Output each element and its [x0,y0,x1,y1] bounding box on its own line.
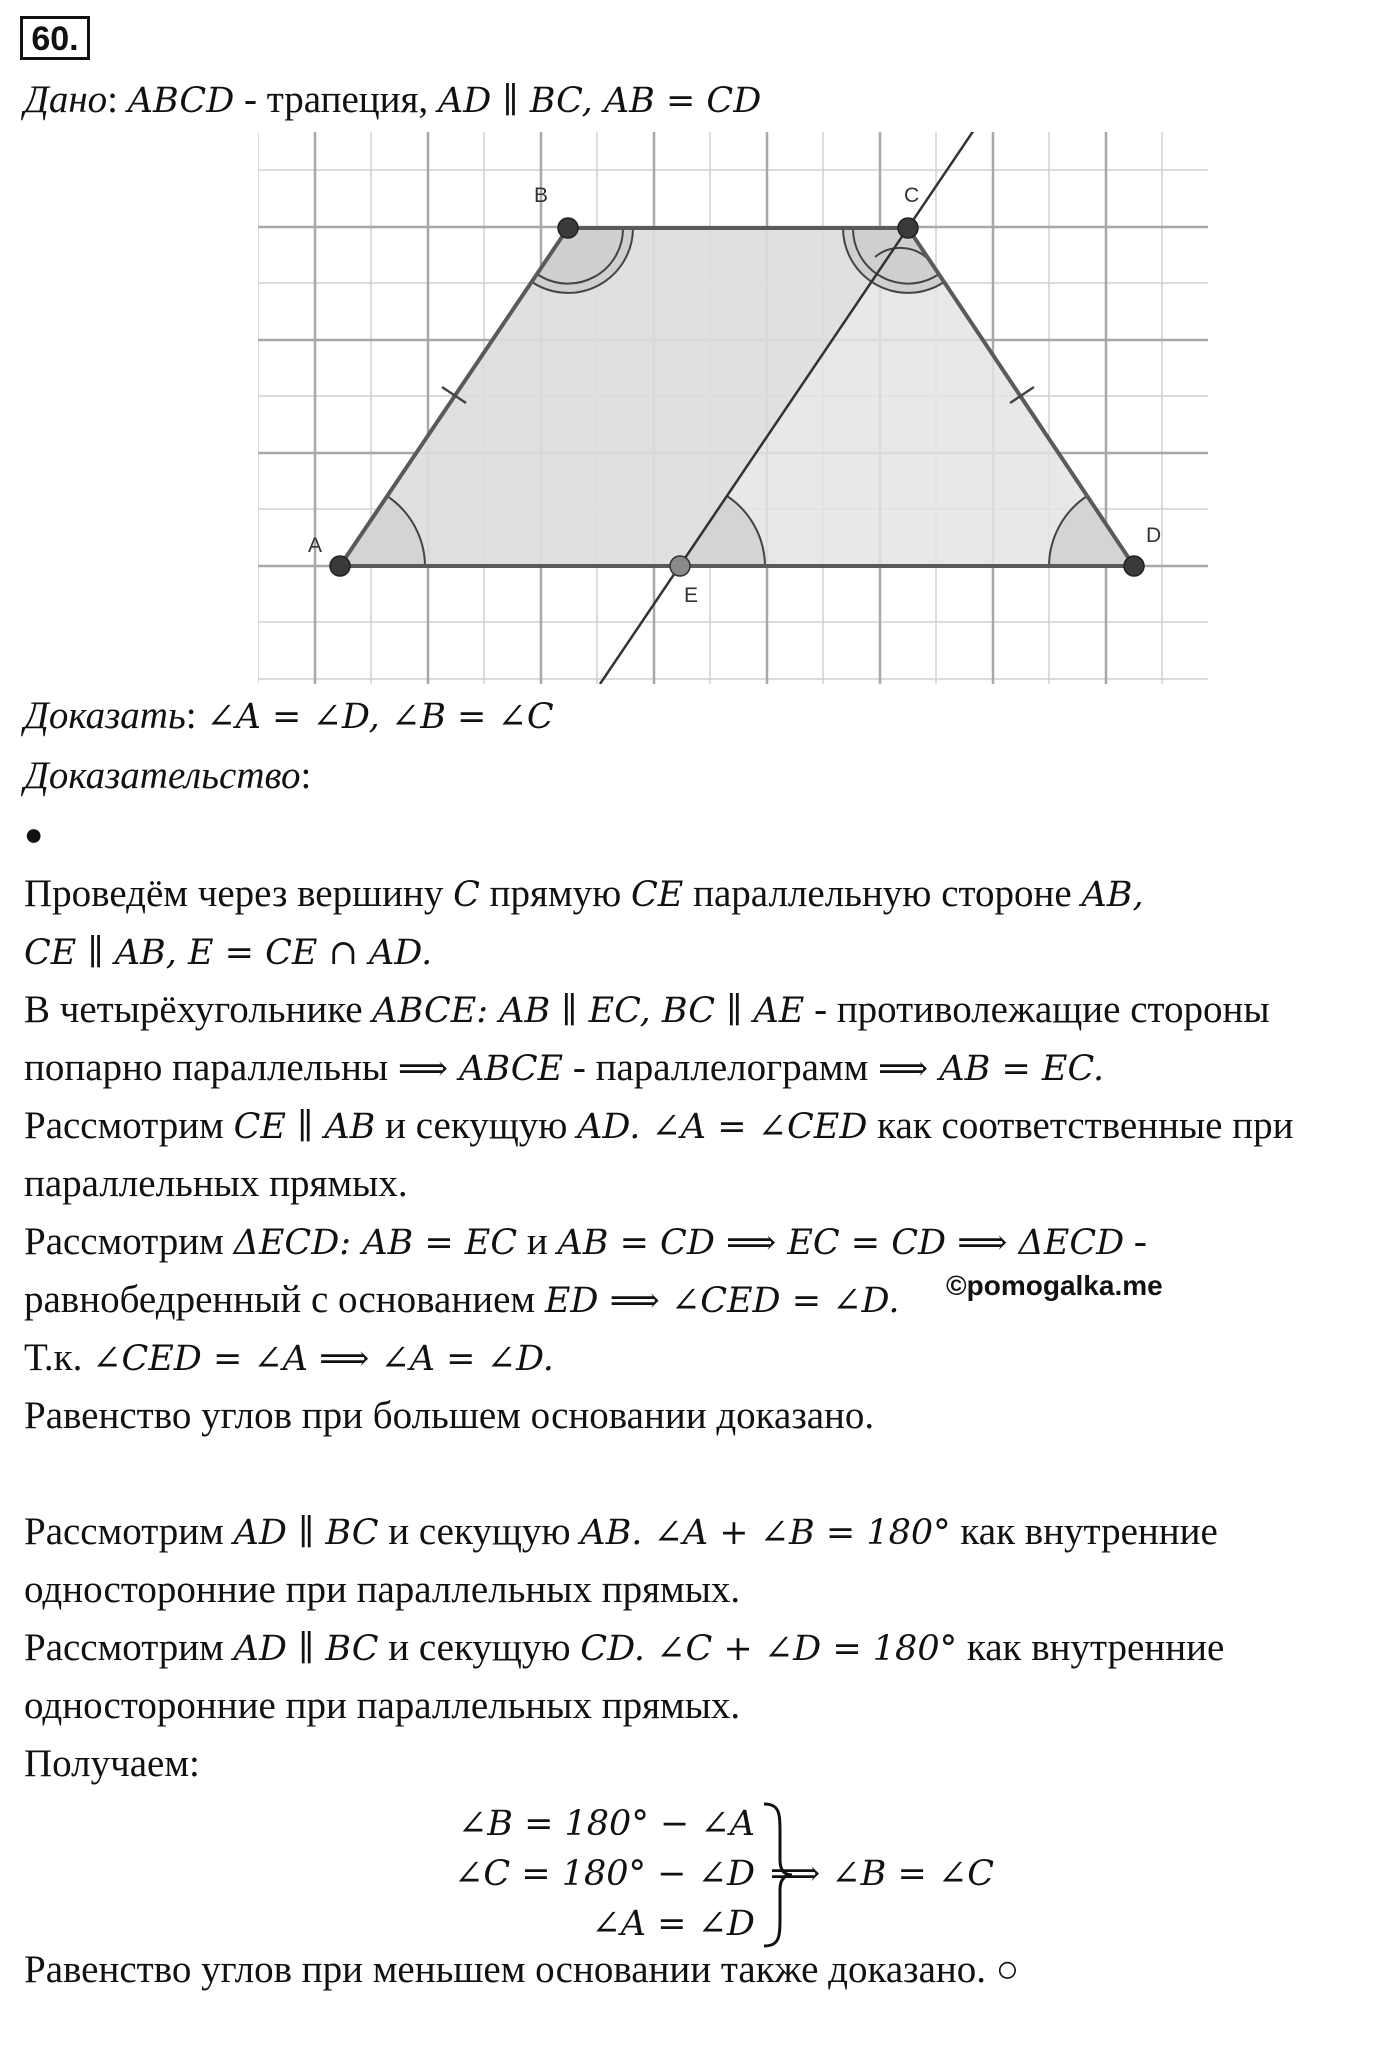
proof-line-8 [24,1274,899,1327]
formula: ⟹ ABCE [397,1049,564,1089]
proof-line-12: односторонние при параллельных прямых. [24,1568,741,1611]
proof-line-6: параллельных прямых. [24,1162,408,1205]
system-row-2: ∠C = 180° − ∠D [454,1854,755,1894]
label-c: C [904,184,920,207]
formula: ∠CED = ∠A ⟹ ∠A = ∠D. [92,1339,554,1379]
equation-system [440,1800,810,1960]
text: Рассмотрим [24,1220,234,1263]
system-result: ⟹ ∠B = ∠C [770,1854,995,1894]
formula: AD ∥ BC [233,1513,379,1553]
proof-line-16: Равенство углов при меньшем основании также доказано. ○ [24,1948,1020,1991]
formula: AB, [1081,875,1144,915]
label-e: E [684,584,699,607]
proof-line-9 [24,1332,554,1385]
text: - параллелограмм [563,1046,879,1089]
text: попарно параллельны [24,1046,398,1089]
formula: ED ⟹ ∠CED = ∠D. [544,1281,900,1321]
prove-label: Доказать [24,694,186,737]
formula: AD ∥ BC [233,1629,379,1669]
text: как соответственные при [867,1104,1294,1147]
text: - противолежащие стороны [804,988,1270,1031]
formula: CE ∥ AB, E = CE ∩ AD. [24,933,433,973]
formula: ABCE: AB ∥ EC, BC ∥ AE [372,991,805,1031]
given-formula2: AD ∥ BC, AB = CD [437,81,762,121]
text: и секущую [378,1510,581,1553]
formula: AD. ∠A = ∠CED [577,1107,868,1147]
prove-formula: ∠A = ∠D, ∠B = ∠C [206,697,554,737]
proof-label: Доказательство [24,754,301,797]
point-c [898,218,918,238]
formula: ⟹ AB = EC. [878,1049,1105,1089]
text: и [517,1220,558,1263]
text: и секущую [378,1626,581,1669]
text: как внутренние [950,1510,1218,1553]
text: как внутренние [957,1626,1225,1669]
text: Т.к. [24,1336,93,1379]
bullet: ● [24,816,44,852]
text: Рассмотрим [24,1510,234,1553]
text: Рассмотрим [24,1626,234,1669]
given-formula: ABCD [127,81,235,121]
given-mid: - трапеция, [234,78,438,121]
proof-line-14: односторонние при параллельных прямых. [24,1684,741,1727]
proof-line-10: Равенство углов при большем основании доказано. [24,1394,875,1437]
proof-line [24,750,311,802]
proof-line-15: Получаем: [24,1742,200,1785]
label-d: D [1146,524,1162,547]
point-a [330,556,350,576]
proof-line-1 [24,868,1144,921]
proof-line-7 [24,1216,1147,1269]
given-line [24,74,761,127]
text: и секущую [375,1104,578,1147]
system-row-1: ∠B = 180° − ∠A [457,1804,755,1844]
text: В четырёхугольнике [24,988,373,1031]
formula: ΔECD: AB = EC [233,1223,518,1263]
text: Проведём через вершину [24,872,454,915]
text: - [1124,1220,1147,1263]
proof-line-11 [24,1506,1218,1559]
system-row-3: ∠A = ∠D [591,1904,755,1944]
point-b [558,218,578,238]
given-colon: : [107,78,119,121]
formula: AB = CD ⟹ EC = CD ⟹ ΔECD [557,1223,1125,1263]
point-e [670,556,690,576]
trapezoid-figure [258,132,1208,684]
proof-line-13 [24,1622,1224,1675]
text: прямую [479,872,632,915]
formula: AB. ∠A + ∠B = 180° [580,1513,951,1553]
formula: CD. ∠C + ∠D = 180° [580,1629,958,1669]
point-d [1124,556,1144,576]
problem-number: 60. [20,16,90,60]
proof-line-3 [24,984,1270,1037]
given-label: Дано [24,78,108,121]
label-a: A [308,534,323,557]
formula: CE ∥ AB [233,1107,376,1147]
formula: C [453,875,480,915]
formula: CE [631,875,684,915]
prove-colon: : [185,694,197,737]
proof-line-2 [24,926,432,979]
proof-colon: : [300,754,312,797]
text: параллельную стороне [683,872,1082,915]
label-b: B [534,184,549,207]
text: Рассмотрим [24,1104,234,1147]
proof-line-5 [24,1100,1293,1153]
prove-line [24,690,554,743]
text: равнобедренный с основанием [24,1278,545,1321]
watermark: ©pomogalka.me [946,1270,1163,1301]
proof-line-4 [24,1042,1104,1095]
